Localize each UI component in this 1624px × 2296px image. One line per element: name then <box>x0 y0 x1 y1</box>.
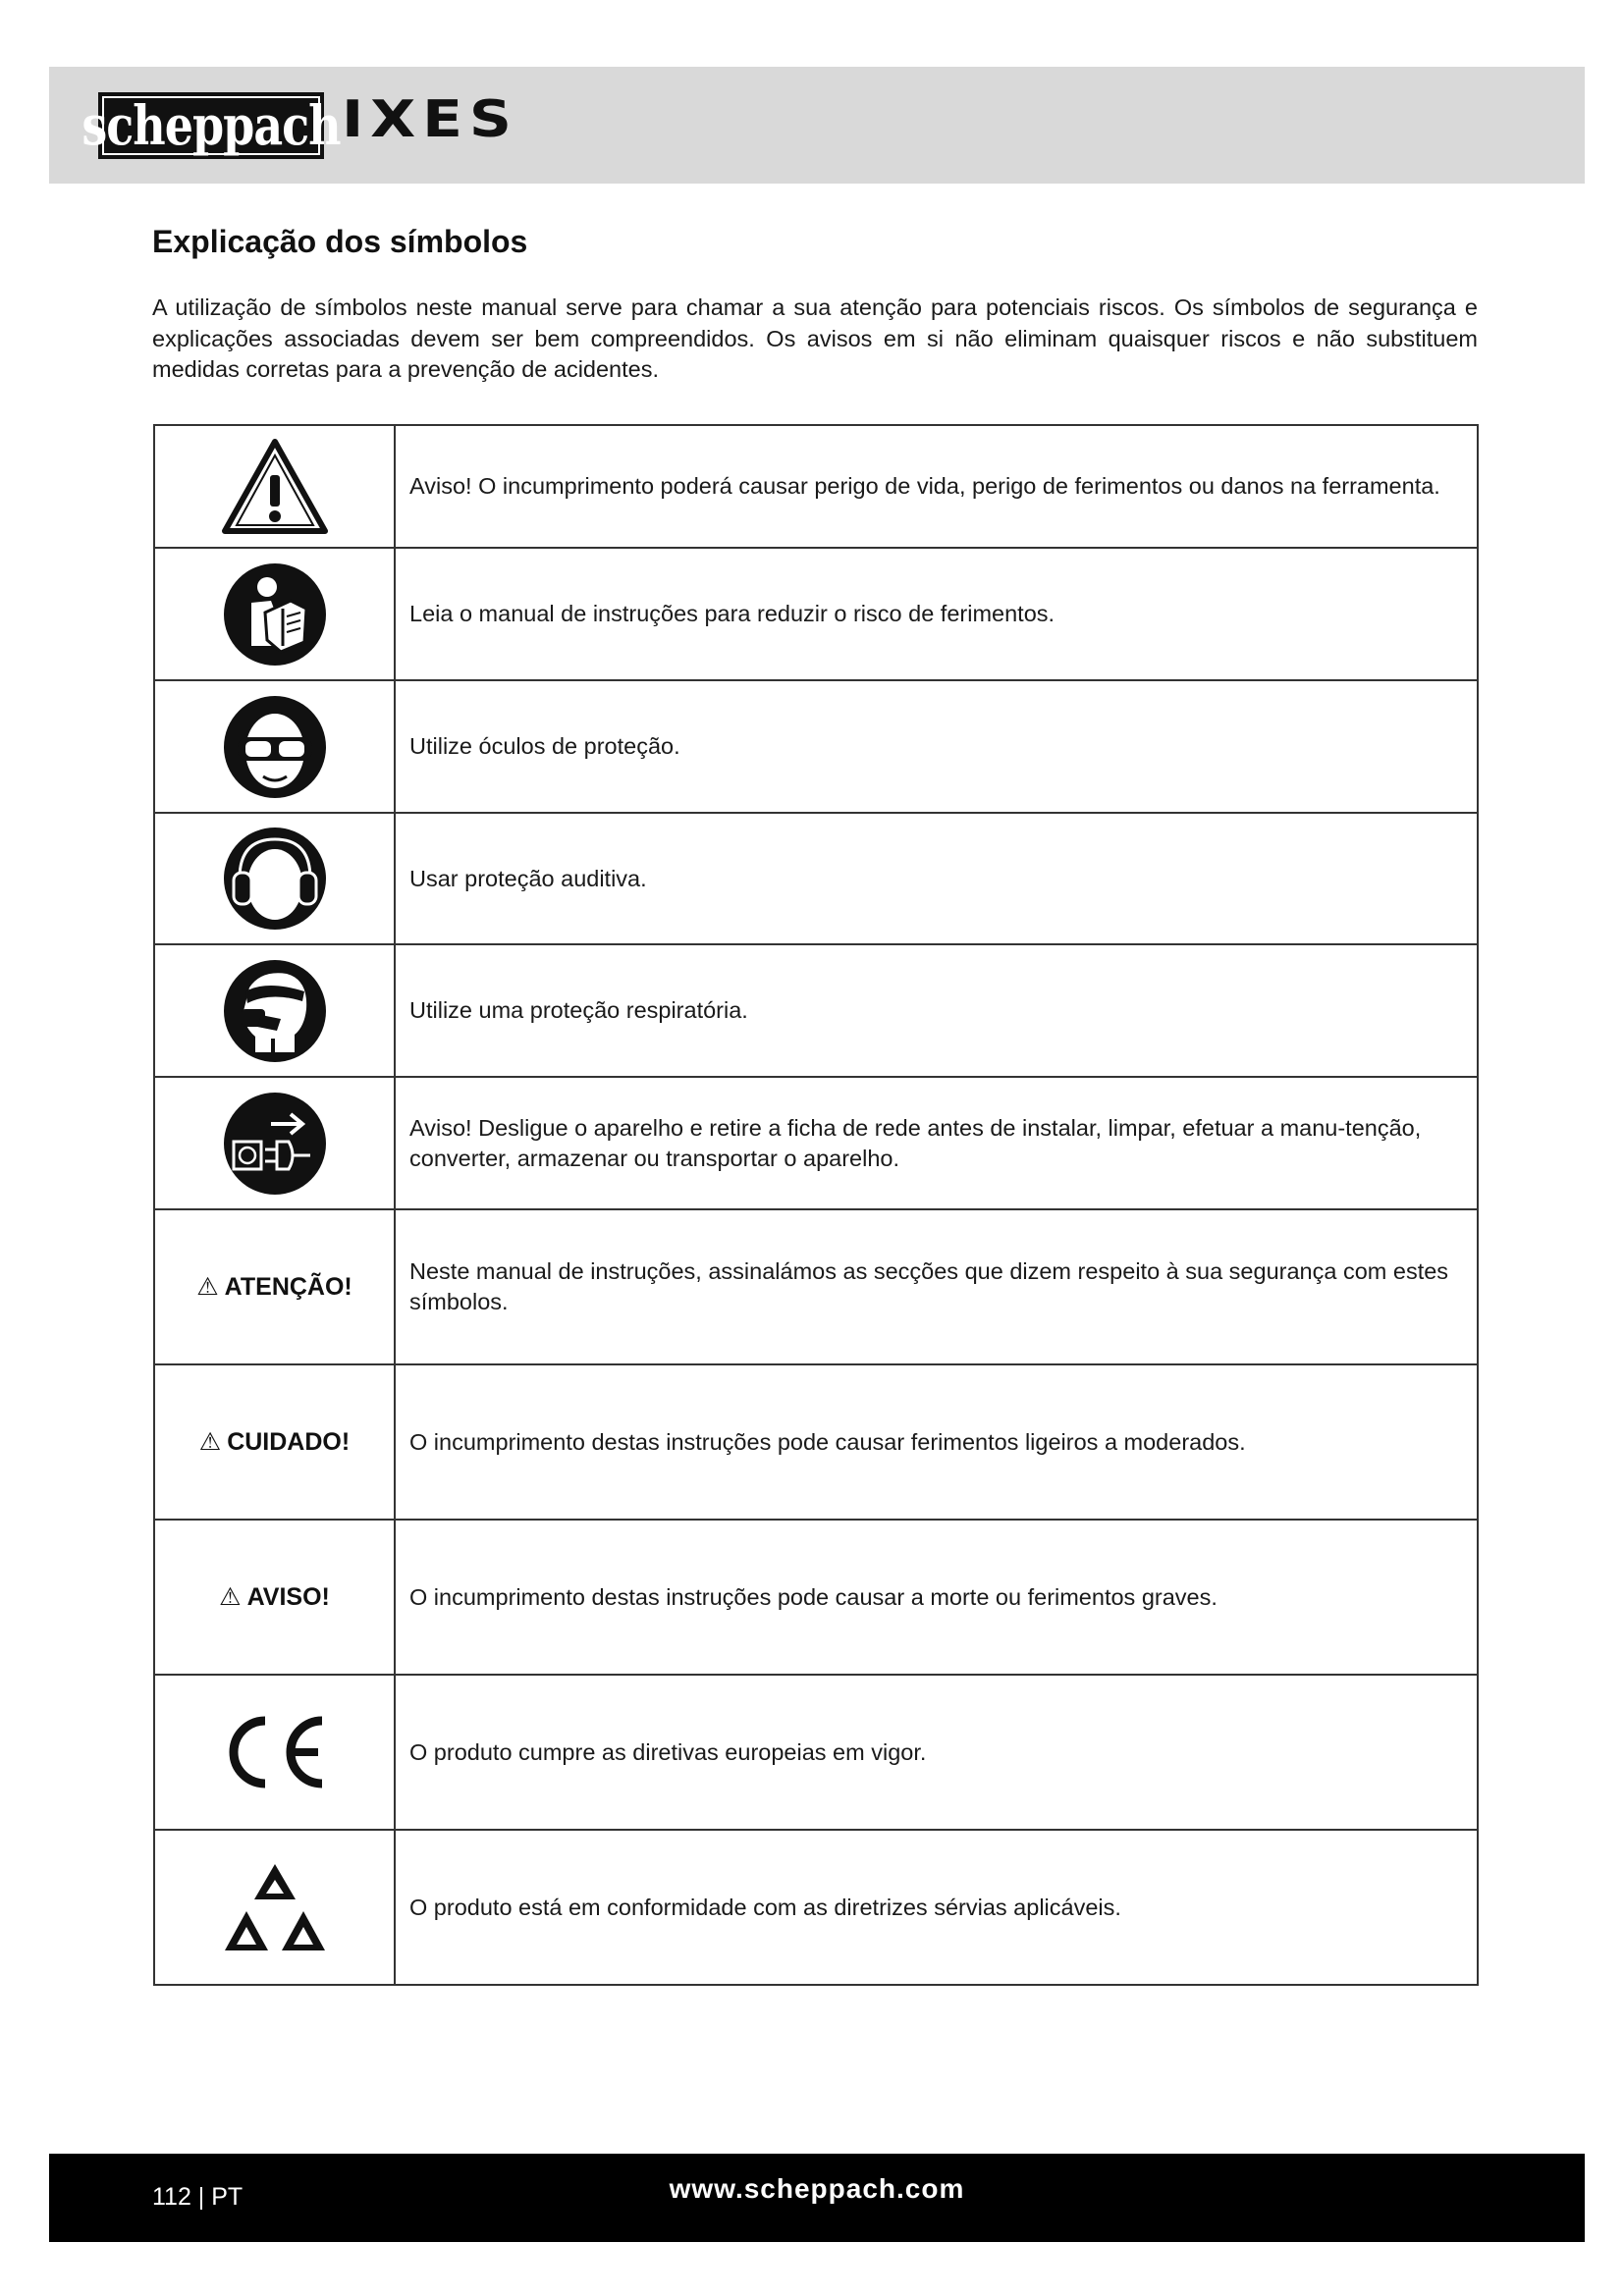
table-row <box>154 1675 1478 1830</box>
intro-paragraph: A utilização de símbolos neste manual serve para chamar a sua atenção para potenciais riscos. Os símbolos de segurança e explicações associadas devem ser bem compreendidos. Os avisos em si não eliminam quaisquer riscos e não substituem medidas corretas para a prevenção de acidentes. <box>152 294 1478 382</box>
ear-protection-icon <box>222 826 328 932</box>
symbol-description: Leia o manual de instruções para reduzir o risco de ferimentos. <box>395 548 1478 680</box>
unplug-icon <box>222 1091 328 1197</box>
warning-small-icon: ⚠ <box>198 1428 222 1456</box>
symbol-description: O produto cumpre as diretivas europeias em vigor. <box>395 1675 1478 1830</box>
signal-label: AVISO! <box>246 1583 330 1611</box>
serbian-conformity-icon <box>221 1860 329 1954</box>
table-row <box>154 1209 1478 1364</box>
symbol-description: O produto está em conformidade com as diretrizes sérvias aplicáveis. <box>395 1830 1478 1985</box>
table-row <box>154 944 1478 1077</box>
symbol-cell <box>154 548 395 680</box>
symbol-description: O incumprimento destas instruções pode causar a morte ou ferimentos graves. <box>395 1520 1478 1675</box>
page-footer <box>49 2154 1585 2242</box>
table-row <box>154 548 1478 680</box>
symbol-description: Utilize uma proteção respiratória. <box>395 944 1478 1077</box>
table-row <box>154 1077 1478 1209</box>
symbol-description: Aviso! O incumprimento poderá causar perigo de vida, perigo de ferimentos ou danos na ferramenta. <box>395 425 1478 548</box>
symbol-cell <box>154 680 395 813</box>
section-title: Explicação dos símbolos <box>152 224 528 259</box>
logo-text: scheppach <box>81 93 341 158</box>
symbol-description: Neste manual de instruções, assinalámos as secções que dizem respeito à sua segurança com estes símbolos. <box>395 1209 1478 1364</box>
warning-small-icon: ⚠ <box>219 1583 242 1611</box>
warning-triangle-icon <box>221 438 329 536</box>
symbol-cell <box>154 1675 395 1830</box>
signal-label: CUIDADO! <box>227 1428 351 1456</box>
warning-small-icon: ⚠ <box>196 1273 219 1301</box>
table-row <box>154 680 1478 813</box>
symbol-cell <box>154 813 395 944</box>
page-number: 112 | PT <box>152 2183 244 2211</box>
read-manual-icon <box>222 561 328 667</box>
symbol-cell <box>154 425 395 548</box>
table-row <box>154 1830 1478 1985</box>
signal-cell <box>154 1520 395 1675</box>
signal-label: ATENÇÃO! <box>224 1273 352 1301</box>
table-row <box>154 1364 1478 1520</box>
signal-word-warning <box>219 1583 330 1611</box>
safety-goggles-icon <box>222 694 328 800</box>
signal-cell <box>154 1209 395 1364</box>
symbol-cell <box>154 1830 395 1985</box>
signal-cell <box>154 1364 395 1520</box>
symbol-description: Aviso! Desligue o aparelho e retire a ficha de rede antes de instalar, limpar, efetuar a manu-tenção, converter, armazenar ou transportar o aparelho. <box>395 1077 1478 1209</box>
page-header <box>49 67 1585 184</box>
table-row <box>154 813 1478 944</box>
table-row <box>154 1520 1478 1675</box>
symbol-cell <box>154 944 395 1077</box>
website-link[interactable]: www.scheppach.com <box>669 2173 965 2204</box>
symbol-description: O incumprimento destas instruções pode causar ferimentos ligeiros a moderados. <box>395 1364 1478 1520</box>
symbol-cell <box>154 1077 395 1209</box>
ixes-logo: IXES <box>342 90 518 149</box>
signal-word-caution <box>199 1428 350 1456</box>
symbol-description: Usar proteção auditiva. <box>395 813 1478 944</box>
ce-mark-icon <box>216 1713 334 1791</box>
symbol-description: Utilize óculos de proteção. <box>395 680 1478 813</box>
respirator-icon <box>222 958 328 1064</box>
table-row <box>154 425 1478 548</box>
scheppach-logo <box>81 92 341 159</box>
signal-word-attention <box>196 1273 352 1301</box>
symbols-table <box>153 424 1479 1986</box>
